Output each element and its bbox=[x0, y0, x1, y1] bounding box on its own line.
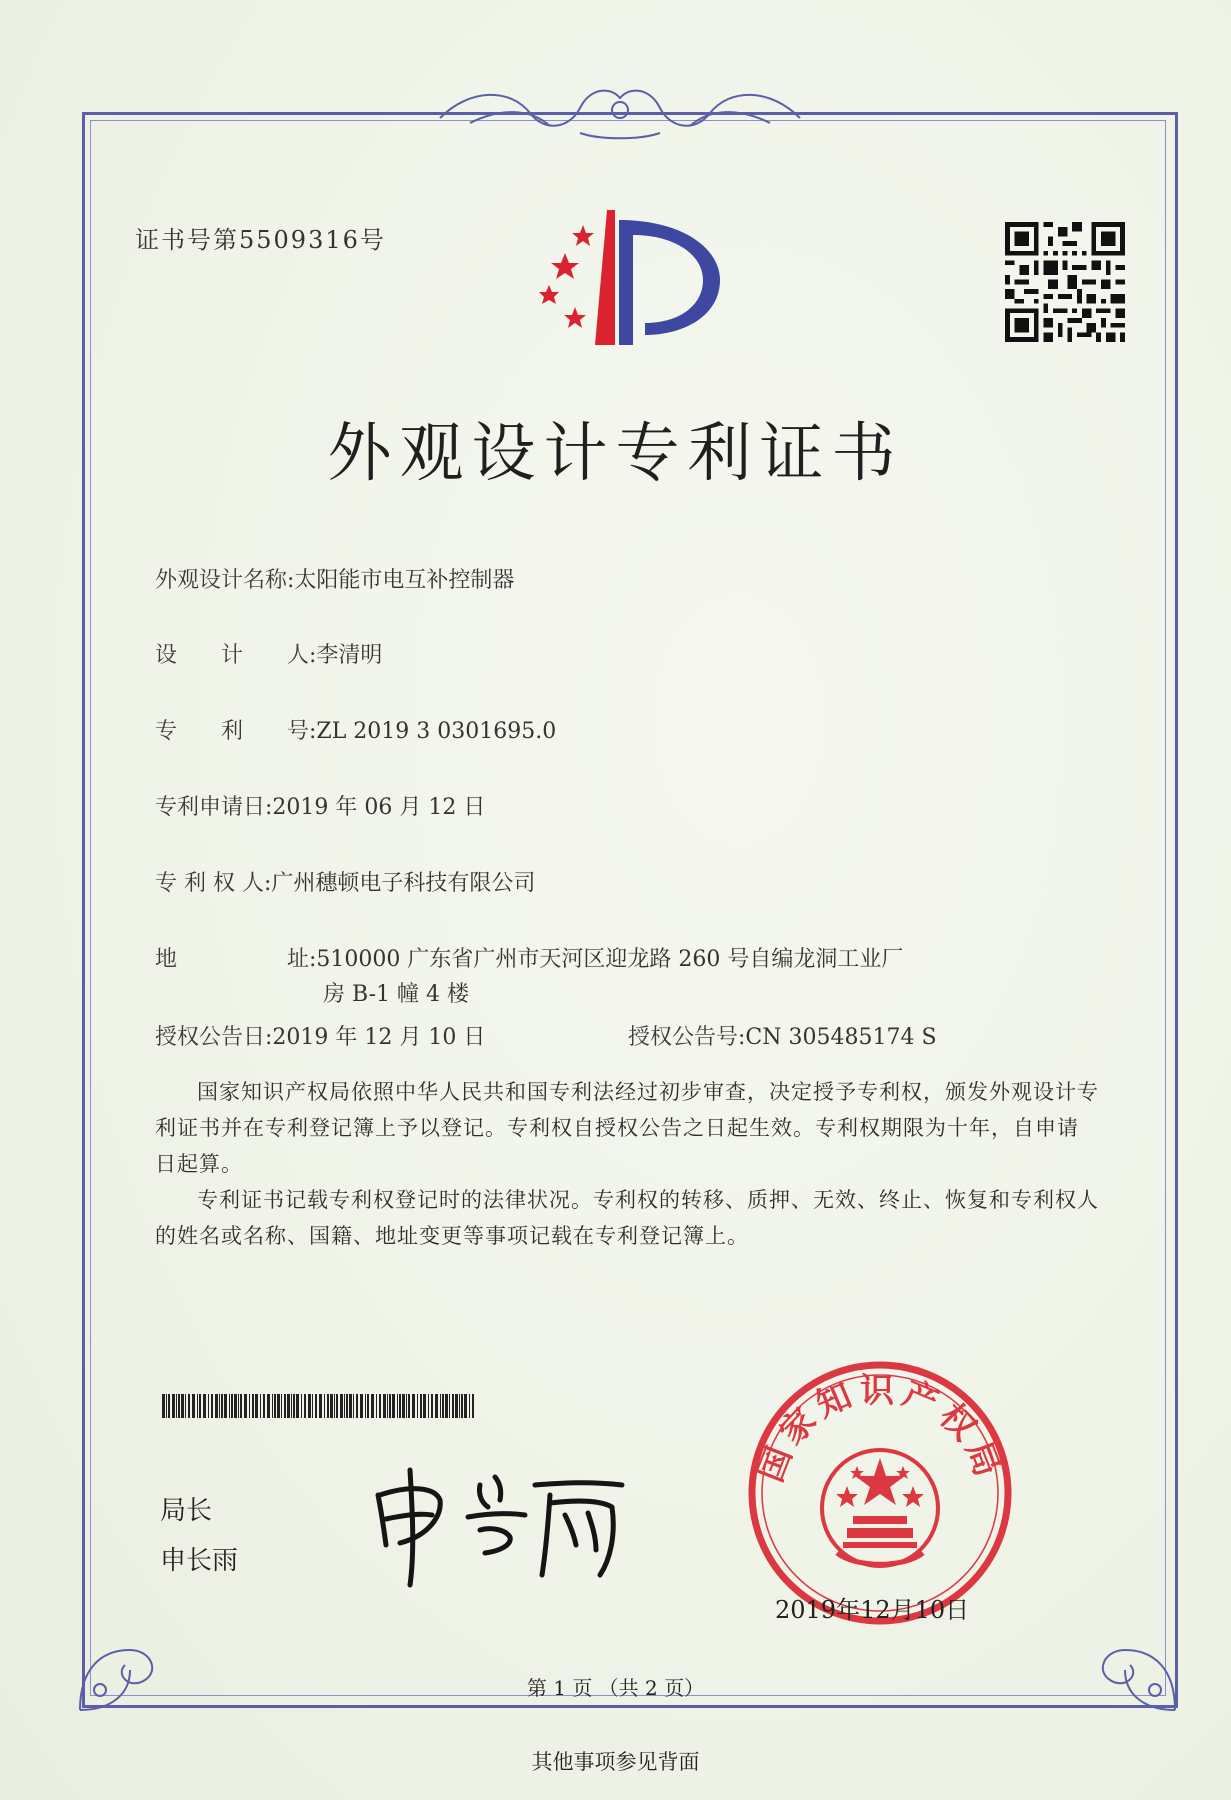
filing-date-value: 2019 年 06 月 12 日 bbox=[272, 795, 486, 820]
footer-note: 其他事项参见背面 bbox=[531, 1750, 700, 1774]
director-title: 局长 bbox=[160, 1496, 213, 1526]
address-value-line2: 房 B-1 幢 4 楼 bbox=[323, 982, 469, 1007]
grant-no-label: 授权公告号: bbox=[628, 1025, 746, 1050]
grant-no-value: CN 305485174 S bbox=[745, 1025, 937, 1050]
patentee-label: 专 利 权 人: bbox=[155, 871, 272, 896]
patent-no-label: 专 利 号: bbox=[155, 719, 317, 744]
patentee-row bbox=[155, 866, 535, 897]
seal-text: 国家知识产权局 bbox=[750, 1370, 1010, 1488]
designer-label: 设 计 人: bbox=[155, 643, 317, 668]
grant-no-row bbox=[628, 1020, 937, 1051]
barcode bbox=[162, 1394, 476, 1418]
grant-date-row bbox=[155, 1020, 485, 1051]
qr-code bbox=[1005, 222, 1125, 342]
official-seal bbox=[745, 1358, 1015, 1628]
corner-ornament-bottom-left bbox=[70, 1610, 180, 1720]
certificate-title: 外观设计专利证书 bbox=[327, 417, 904, 491]
grant-date-value: 2019 年 12 月 10 日 bbox=[272, 1025, 486, 1050]
design-name-label: 外观设计名称: bbox=[155, 568, 295, 593]
director-name: 申长雨 bbox=[160, 1546, 239, 1576]
director-signature bbox=[360, 1455, 640, 1595]
address-row-continued bbox=[323, 977, 469, 1008]
corner-ornament-bottom-right bbox=[1075, 1610, 1185, 1720]
design-name-value: 太阳能市电互补控制器 bbox=[294, 568, 515, 593]
address-row bbox=[155, 942, 903, 973]
grant-date-label: 授权公告日: bbox=[155, 1025, 273, 1050]
filing-date-row bbox=[155, 790, 485, 821]
address-label: 地 址: bbox=[155, 947, 317, 972]
cnipa-logo bbox=[535, 205, 735, 355]
designer-row bbox=[155, 638, 382, 669]
top-ornament bbox=[430, 78, 810, 148]
patent-no-row bbox=[155, 714, 556, 745]
notice-paragraph-1: 国家知识产权局依照中华人民共和国专利法经过初步审查，决定授予专利权，颁发外观设计专利证书并在专利登记簿上予以登记。专利权自授权公告之日起生效。专利权期限为十年，自申请日起算。 bbox=[155, 1080, 1099, 1176]
designer-value: 李清明 bbox=[316, 643, 383, 668]
notice-paragraph-2: 专利证书记载专利权登记时的法律状况。专利权的转移、质押、无效、终止、恢复和专利权人的姓名或名称、国籍、地址变更等事项记载在专利登记簿上。 bbox=[155, 1188, 1099, 1248]
design-name-row bbox=[155, 563, 514, 594]
page-number: 第 1 页 （共 2 页） bbox=[526, 1676, 705, 1700]
certificate-number: 证书号第5509316号 bbox=[135, 226, 386, 254]
patentee-value: 广州穗顿电子科技有限公司 bbox=[271, 871, 536, 896]
issue-date: 2019年12月10日 bbox=[775, 1596, 970, 1624]
national-emblem bbox=[822, 1450, 938, 1566]
filing-date-label: 专利申请日: bbox=[155, 795, 273, 820]
patent-no-value: ZL 2019 3 0301695.0 bbox=[316, 719, 557, 744]
legal-notice bbox=[155, 1074, 1100, 1254]
address-value-line1: 510000 广东省广州市天河区迎龙路 260 号自编龙洞工业厂 bbox=[316, 947, 904, 972]
